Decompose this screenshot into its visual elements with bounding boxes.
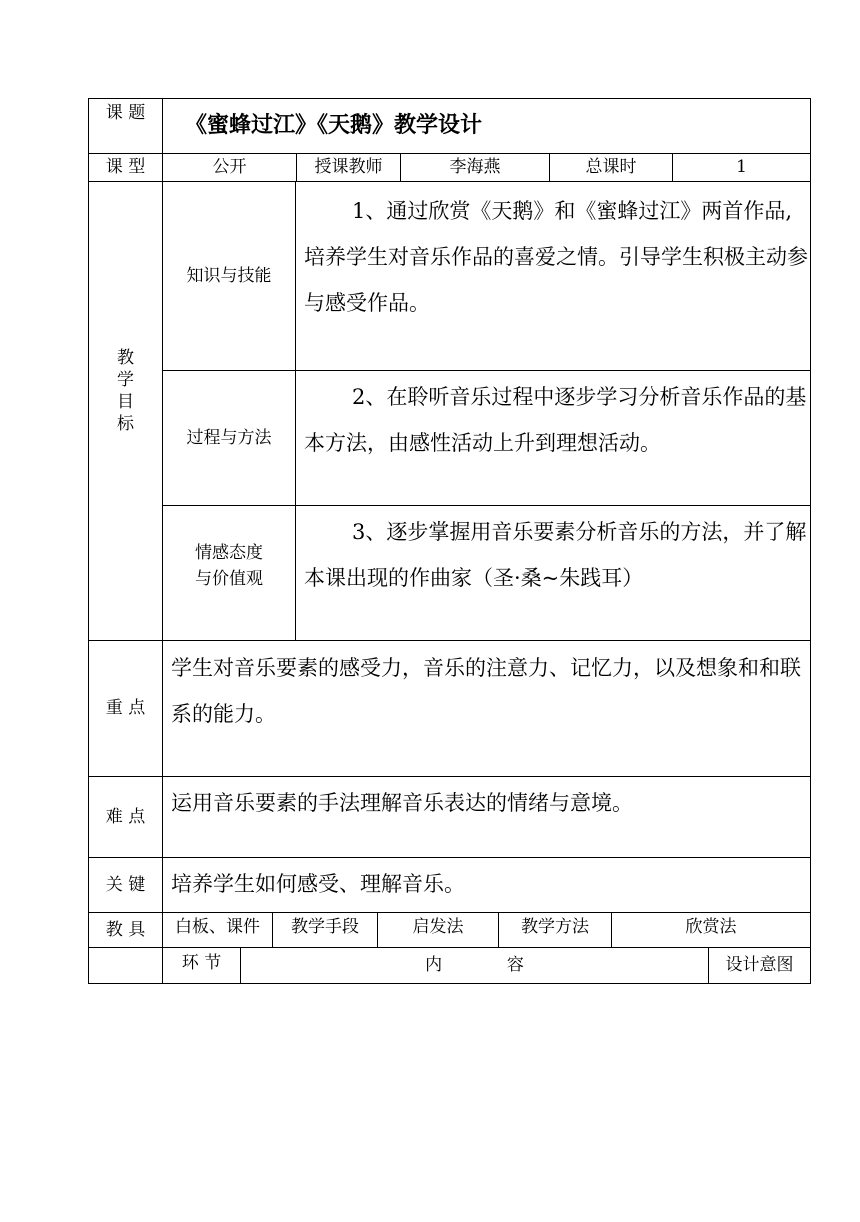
teacher-label: 授课教师 (314, 157, 383, 177)
lesson-label: 课 题 (105, 103, 146, 123)
tools-value: 白板、课件 (175, 916, 260, 937)
means-value: 启发法 (412, 916, 464, 937)
difficulty-label: 难 点 (105, 806, 146, 827)
objective-text-attitude: 3、逐步掌握用音乐要素分析音乐的方法，并了解本课出现的作曲家（圣·桑~朱践耳） (304, 520, 807, 590)
difficulty-text: 运用音乐要素的手法理解音乐表达的情绪与意境。 (171, 791, 633, 815)
type-value: 公开 (212, 157, 247, 177)
method-label: 教学方法 (521, 916, 589, 937)
rule (810, 98, 811, 984)
intent-label: 设计意图 (725, 955, 794, 975)
rule (88, 857, 811, 858)
lesson-title: 《蜜蜂过江》《天鹅》教学设计 (185, 112, 483, 138)
key-point-text: 学生对音乐要素的感受力，音乐的注意力、记忆力，以及想象和和联系的能力。 (171, 656, 801, 726)
objective-text-process: 2、在聆听音乐过程中逐步学习分析音乐作品的基本方法，由感性活动上升到理想活动。 (304, 385, 807, 455)
content-label: 内 容 (425, 955, 524, 975)
objectives-label-char: 目 (117, 392, 134, 412)
tools-label: 教 具 (105, 919, 146, 940)
stage-label: 环 节 (181, 952, 222, 973)
key-point-label: 重 点 (105, 698, 146, 718)
objective-label-knowledge: 知识与技能 (186, 265, 272, 286)
type-label: 课 型 (105, 157, 146, 177)
key-text: 培养学生如何感受、理解音乐。 (171, 872, 465, 896)
method-value: 欣赏法 (685, 916, 737, 937)
key-label: 关 键 (105, 874, 146, 895)
rule (88, 98, 811, 99)
objectives-label-char: 教 (117, 348, 134, 368)
hours-label: 总课时 (585, 157, 637, 177)
objective-label-line: 与价值观 (195, 569, 263, 589)
objective-label-attitude (163, 506, 295, 640)
teacher-value: 李海燕 (449, 157, 501, 177)
objectives-label-char: 标 (117, 414, 134, 434)
objective-label-line: 情感态度 (195, 543, 263, 563)
objective-text-knowledge: 1、通过欣赏《天鹅》和《蜜蜂过江》两首作品,培养学生对音乐作品的喜爱之情。引导学生积极主动参与感受作品。 (304, 199, 808, 315)
rule (88, 983, 811, 984)
objectives-label (89, 182, 162, 640)
means-label: 教学手段 (291, 916, 359, 937)
objective-label-process: 过程与方法 (186, 427, 272, 448)
rule (295, 181, 296, 641)
hours-value: 1 (736, 157, 747, 177)
rule (88, 776, 811, 777)
objectives-label-char: 学 (117, 370, 134, 390)
rule (88, 640, 811, 641)
